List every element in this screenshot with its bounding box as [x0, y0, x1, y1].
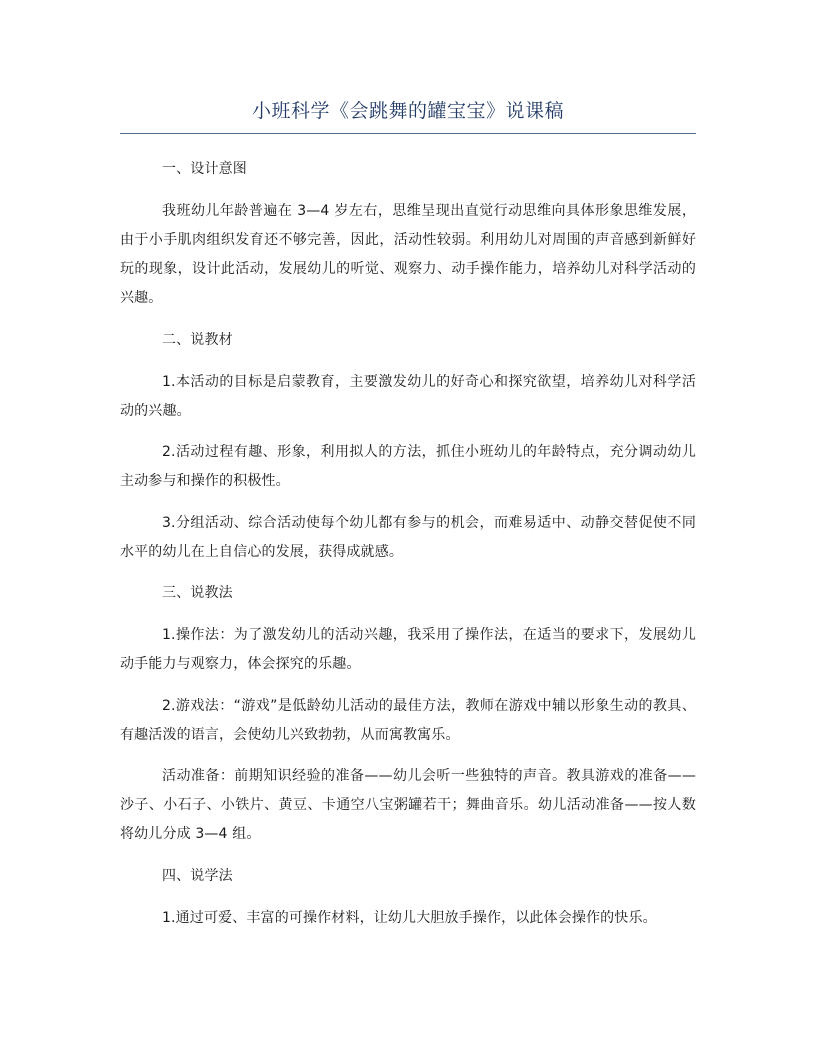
paragraph: 1.操作法：为了激发幼儿的活动兴趣，我采用了操作法，在适当的要求下，发展幼儿动手能力与观察力，体会探究的乐趣。	[120, 627, 696, 672]
document-title: 小班科学《会跳舞的罐宝宝》说课稿	[251, 100, 564, 122]
section-heading: 一、设计意图	[162, 161, 247, 177]
section-heading: 四、说学法	[162, 867, 233, 884]
section-heading: 二、说教材	[162, 331, 233, 348]
document-body	[120, 155, 696, 945]
title-underline	[120, 133, 696, 134]
paragraph: 1.本活动的目标是启蒙教育，主要激发幼儿的好奇心和探究欲望，培养幼儿对科学活动的兴趣。	[120, 373, 696, 419]
paragraph: 3.分组活动、综合活动使每个幼儿都有参与的机会，而难易适中、动静交替促使不同水平的幼儿在上自信心的发展，获得成就感。	[120, 514, 696, 560]
paragraph: 2.游戏法：“游戏”是低龄幼儿活动的最佳方法，教师在游戏中辅以形象生动的教具、有趣活泼的语言，会使幼儿兴致勃勃，从而寓教寓乐。	[120, 697, 696, 743]
section-heading: 三、说教法	[162, 585, 233, 601]
paragraph: 活动准备：前期知识经验的准备——幼儿会听一些独特的声音。教具游戏的准备——沙子、小石子、小铁片、黄豆、卡通空八宝粥罐若干；舞曲音乐。幼儿活动准备——按人数将幼儿分成 3—4 组。	[120, 768, 696, 842]
paragraph: 1.通过可爱、丰富的可操作材料，让幼儿大胆放手操作，以此体会操作的快乐。	[162, 909, 657, 926]
paragraph: 我班幼儿年龄普遍在 3—4 岁左右，思维呈现出直觉行动思维向具体形象思维发展，由于小手肌肉组织发育还不够完善，因此，活动性较弱。利用幼儿对周围的声音感到新鲜好玩的现象，设计此活动，发展幼儿的听觉、观察力、动手操作能力，培养幼儿对科学活动的兴趣。	[120, 203, 696, 306]
paragraph: 2.活动过程有趣、形象，利用拟人的方法，抓住小班幼儿的年龄特点，充分调动幼儿主动参与和操作的积极性。	[120, 444, 696, 489]
